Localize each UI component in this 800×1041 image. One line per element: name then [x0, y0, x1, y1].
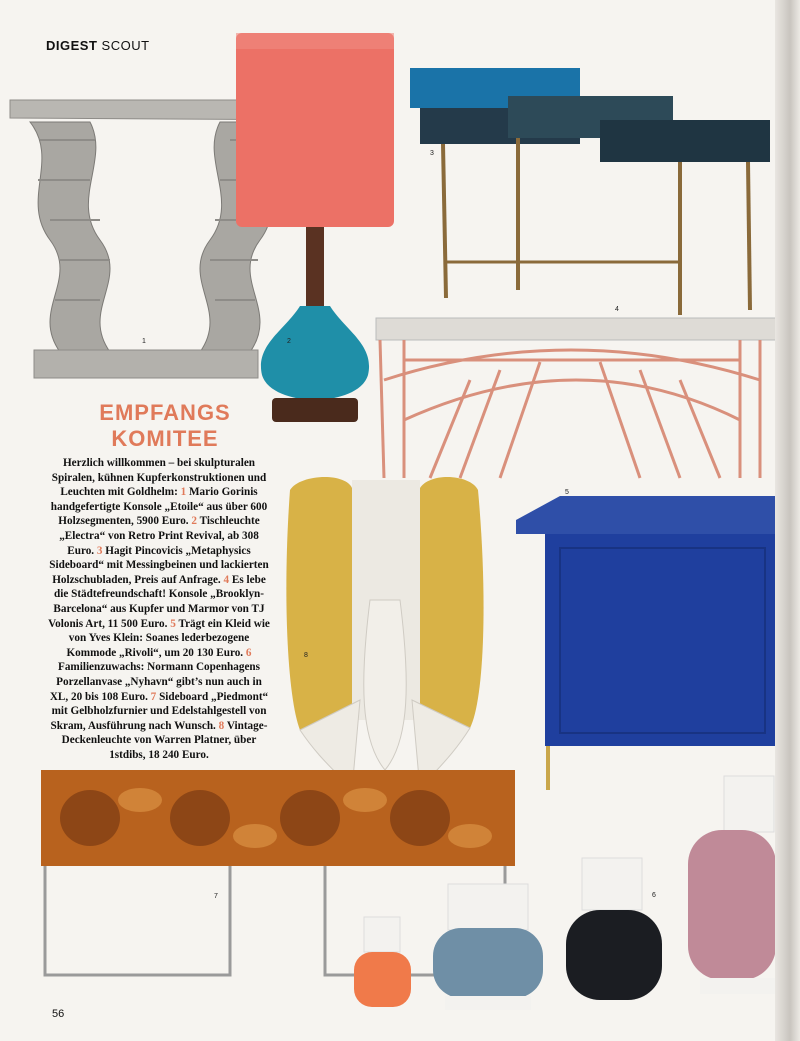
item-number: 1 — [180, 486, 187, 499]
product-3-sideboard-metaphysics — [410, 68, 770, 315]
label-6: 6 — [652, 892, 656, 899]
body-text — [46, 456, 272, 762]
label-7: 7 — [214, 893, 218, 900]
product-8-ceiling-light-platner — [286, 477, 483, 790]
headline-line-2: KOMITEE — [111, 426, 219, 451]
label-1: 1 — [142, 338, 146, 345]
header-brand: DIGEST — [46, 38, 98, 53]
label-3: 3 — [430, 150, 434, 157]
header-section: SCOUT — [101, 38, 150, 53]
label-4: 4 — [615, 306, 619, 313]
headline — [60, 400, 270, 452]
item-number: 7 — [150, 690, 157, 703]
product-4-console-brooklyn-barcelona — [376, 318, 776, 478]
body-segment: Sideboard „Piedmont“ mit Gelbholzfurnier und Edelstahlgestell von Skram, Ausführung nach Wunsch. — [50, 690, 269, 732]
body-segment: Familienzuwachs: Normann Copenhagens Porzellanvase „Nyhavn“ gibt’s nun auch in XL, 20 bis 108 Euro. — [49, 661, 262, 703]
item-number: 6 — [245, 646, 252, 659]
item-number: 2 — [191, 515, 197, 528]
label-8: 8 — [304, 652, 308, 659]
label-2: 2 — [287, 338, 291, 345]
body-segment: Vintage-Deckenleuchte von Warren Platner, über 1stdibs, 18 240 Euro. — [61, 719, 268, 761]
body-segment: Mario Gorinis handgefertigte Konsole „Etoile“ aus über 600 Holzsegmenten, 5900 Euro. — [50, 486, 268, 528]
page-number: 56 — [52, 1008, 65, 1020]
body-segment: Es lebe die Städtefreundschaft! Konsole „Brooklyn-Barcelona“ aus Kupfer und Marmor von TJ Volonis Art, 11 500 Euro. — [48, 573, 266, 630]
label-5: 5 — [565, 489, 569, 496]
item-number: 4 — [223, 573, 230, 586]
body-segment: Herzlich willkommen – bei skulpturalen Spiralen, kühnen Kupferkonstruktionen und Leuchten mit Goldhelm: — [51, 457, 267, 499]
page-spine — [775, 0, 800, 1041]
body-segment: Hagit Pincovicis „Metaphysics Sideboard“ mit Messingbeinen und lackierten Holzschubladen, Preis auf Anfrage. — [49, 544, 269, 586]
body-segment: Tischleuchte „Electra“ von Retro Print Revival, ab 308 Euro. — [59, 515, 260, 557]
item-number: 5 — [170, 617, 176, 630]
product-5-commode-rivoli — [516, 496, 776, 790]
body-segment: Trägt ein Kleid wie von Yves Klein: Soanes lederbezogene Kommode „Rivoli“, um 20 130 Euro. — [66, 617, 270, 659]
headline-line-1: EMPFANGS — [99, 400, 231, 425]
item-number: 8 — [218, 719, 225, 732]
item-number: 3 — [96, 544, 103, 557]
